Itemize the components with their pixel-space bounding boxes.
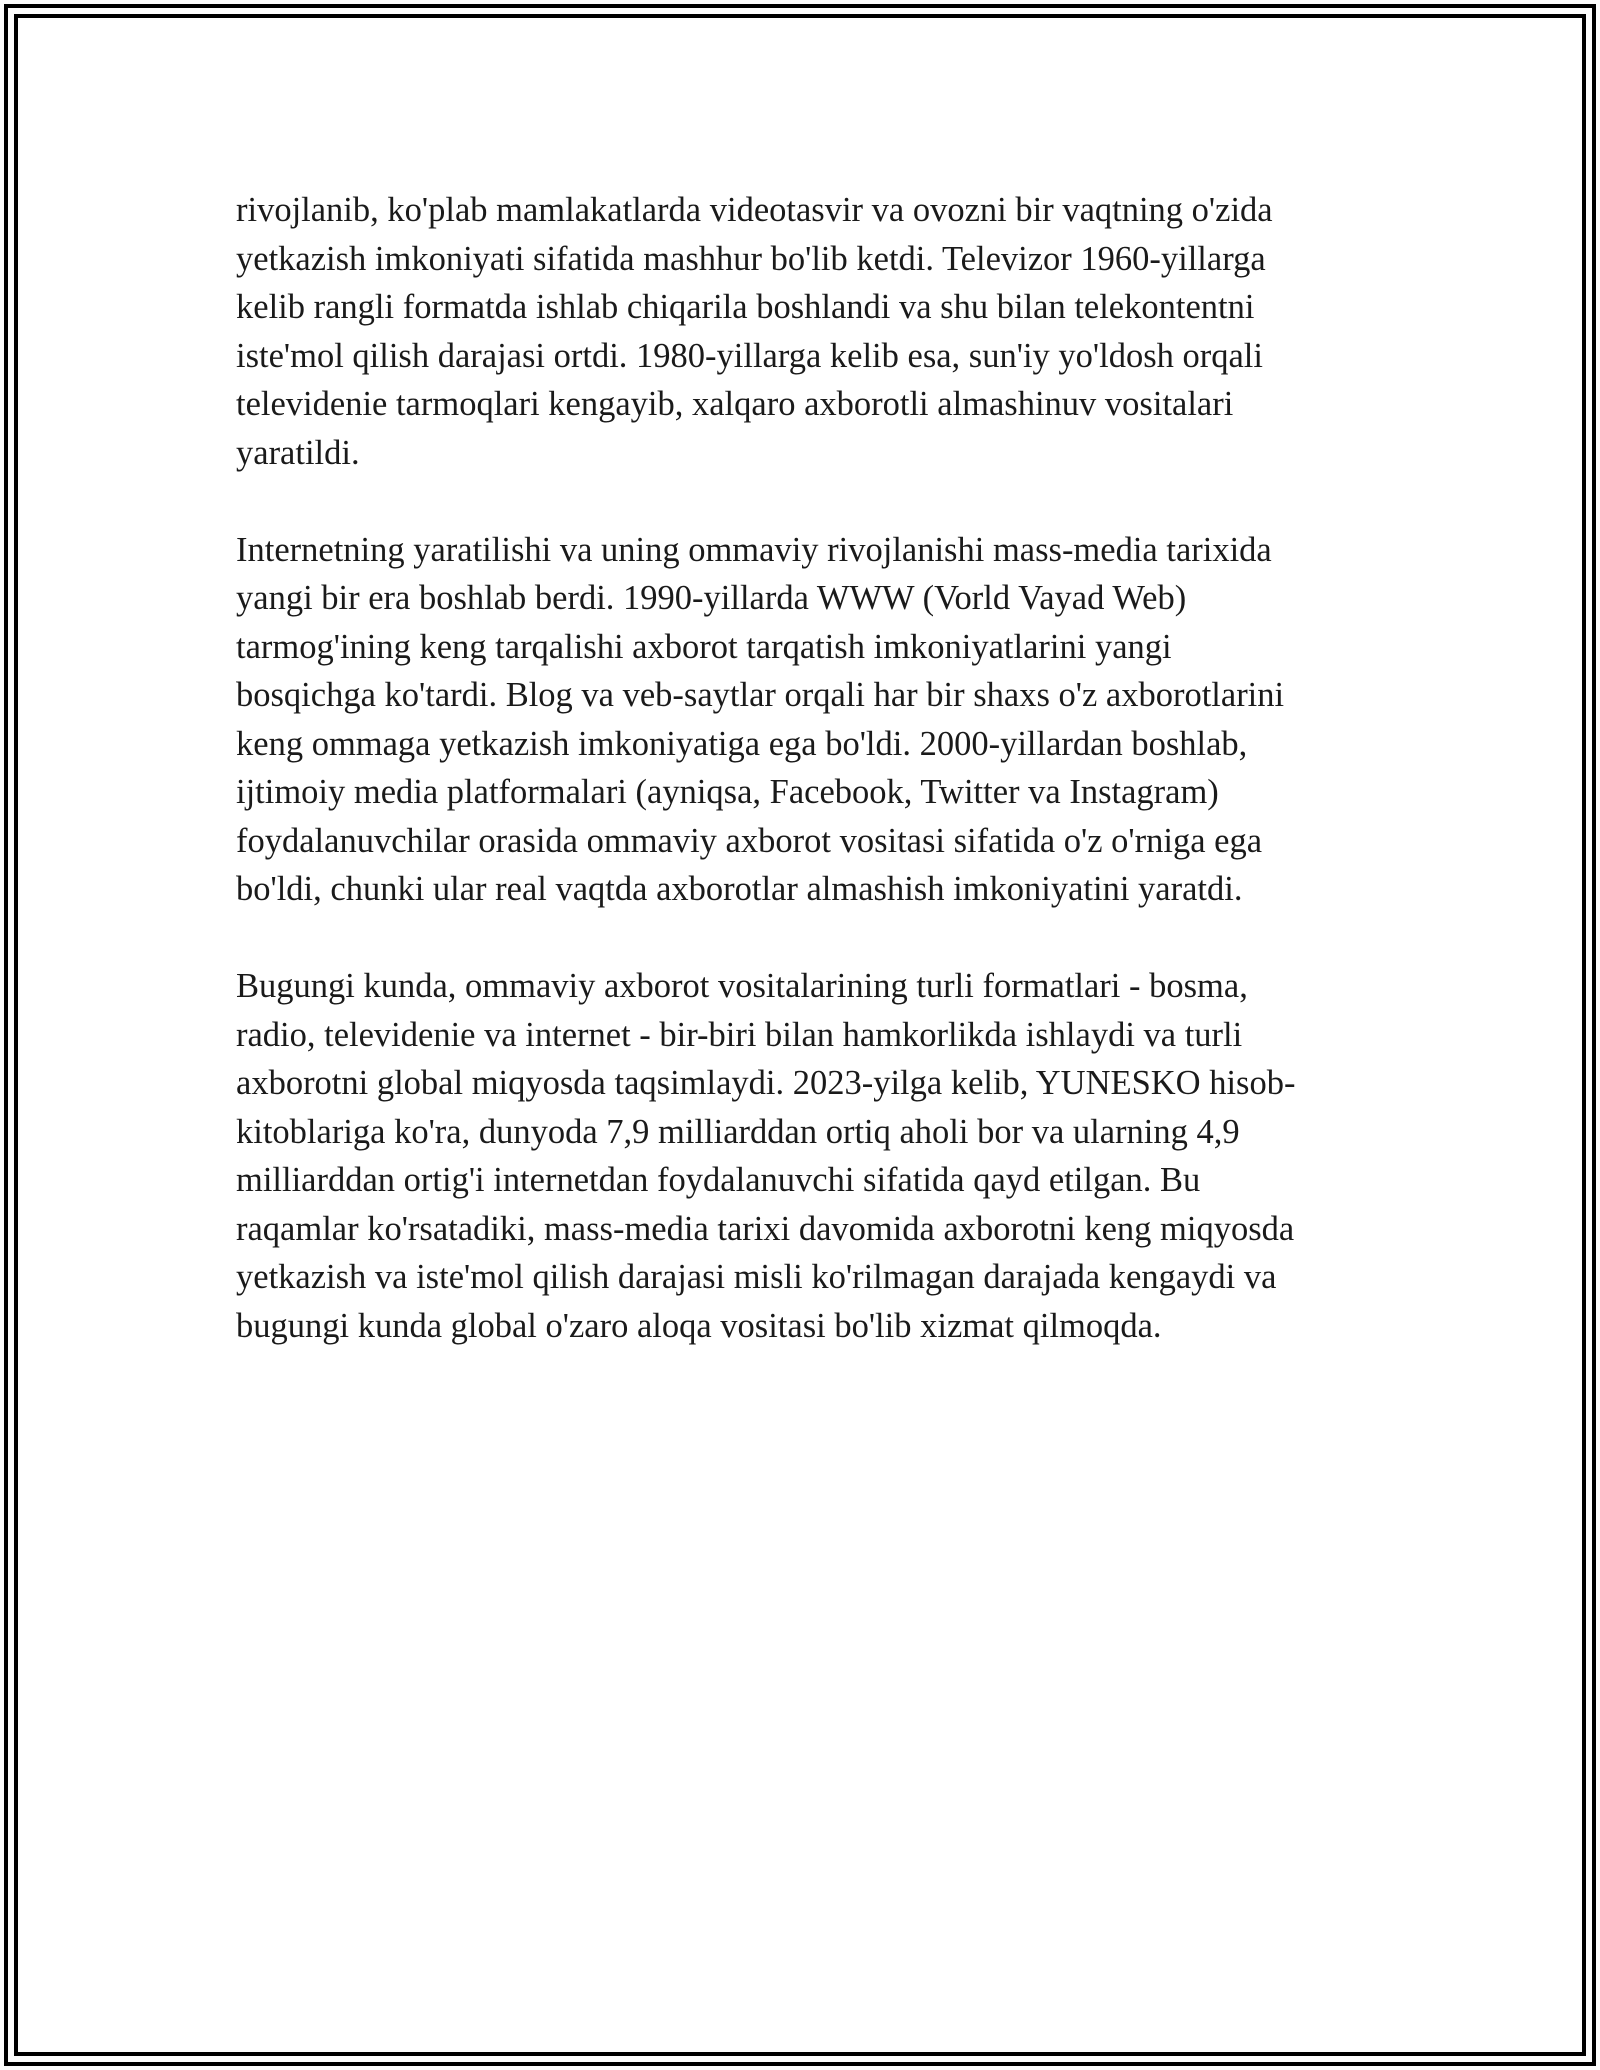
text-line: bo'ldi, chunki ular real vaqtda axborotlar almashish imkoniyatini yaratdi. [236, 870, 1243, 908]
text-line: iste'mol qilish darajasi ortdi. 1980-yillarga kelib esa, sun'iy yo'ldosh orqali [236, 336, 1263, 375]
text-line: milliarddan ortig'i internetdan foydalanuvchi sifatida qayd etilgan. Bu [236, 1161, 1201, 1199]
text-line: yangi bir era boshlab berdi. 1990-yillarda WWW (Vorld Vayad Web) [236, 579, 1187, 617]
text-line: bosqichga ko'tardi. Blog va veb-saytlar orqali har bir shaxs o'z axborotlarini [236, 676, 1285, 714]
text-line: ijtimoiy media platformalari (ayniqsa, Facebook, Twitter va Instagram) [236, 773, 1219, 811]
text-line: yetkazish imkoniyati sifatida mashhur bo'lib ketdi. Televizor 1960-yillarga [236, 239, 1266, 278]
text-line: tarmog'ining keng tarqalishi axborot tarqatish imkoniyatlarini yangi [236, 627, 1172, 666]
paragraph-internet-history [236, 526, 1386, 914]
text-line: foydalanuvchilar orasida ommaviy axborot vositasi sifatida o'z o'rniga ega [236, 821, 1263, 860]
text-line: kelib rangli formatda ishlab chiqarila boshlandi va shu bilan telekontentni [236, 288, 1255, 326]
document-body [236, 186, 1386, 1399]
text-line: keng ommaga yetkazish imkoniyatiga ega bo'ldi. 2000-yillardan boshlab, [236, 724, 1248, 763]
text-line: radio, televidenie va internet - bir-biri bilan hamkorlikda ishlaydi va turli [236, 1015, 1243, 1054]
text-line: raqamlar ko'rsatadiki, mass-media tarixi davomida axborotni keng miqyosda [236, 1209, 1295, 1248]
text-line: rivojlanib, ko'plab mamlakatlarda videotasvir va ovozni bir vaqtning o'zida [236, 191, 1273, 229]
text-line: Internetning yaratilishi va uning ommaviy rivojlanishi mass-media tarixida [236, 530, 1272, 569]
paragraph-television-history [236, 186, 1386, 477]
paragraph-media-today [236, 962, 1386, 1350]
text-line: yetkazish va iste'mol qilish darajasi misli ko'rilmagan darajada kengaydi va [236, 1258, 1277, 1296]
text-line: yaratildi. [236, 433, 360, 472]
text-line: kitoblariga ko'ra, dunyoda 7,9 milliarddan ortiq aholi bor va ularning 4,9 [236, 1112, 1240, 1151]
text-line: bugungi kunda global o'zaro aloqa vositasi bo'lib xizmat qilmoqda. [236, 1306, 1162, 1345]
text-line: Bugungi kunda, ommaviy axborot vositalarining turli formatlari - bosma, [236, 967, 1248, 1005]
text-line: televidenie tarmoqlari kengayib, xalqaro axborotli almashinuv vositalari [236, 385, 1234, 423]
text-line: axborotni global miqyosda taqsimlaydi. 2023-yilga kelib, YUNESKO hisob- [236, 1064, 1296, 1102]
